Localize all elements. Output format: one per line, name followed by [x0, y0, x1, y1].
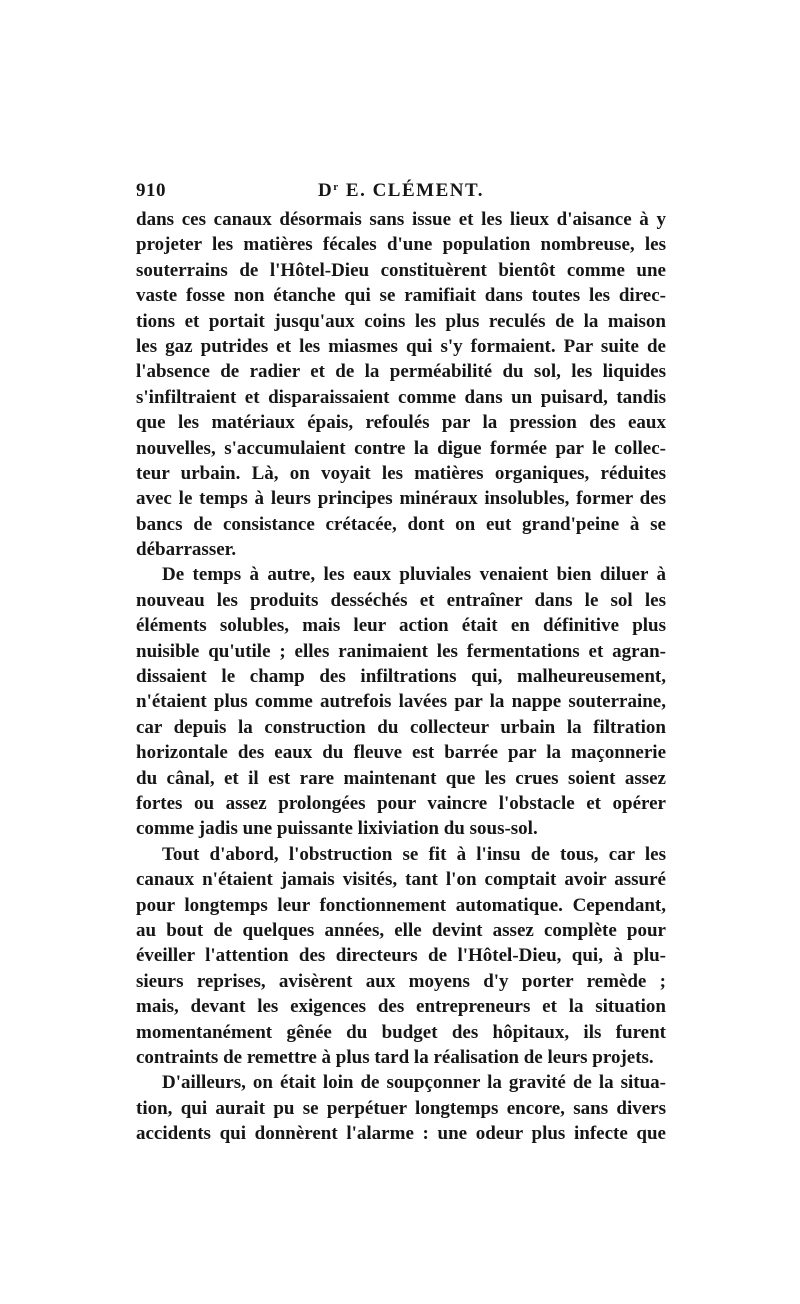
paragraph	[136, 562, 666, 841]
text-line: s'infiltraient et disparaissaient comme dans un puisard, tandis	[136, 386, 666, 408]
text-line: horizontale des eaux du fleuve est barrée par la maçonnerie	[136, 742, 666, 764]
text-line: canaux n'étaient jamais visités, tant l'on comptait avoir assuré	[136, 869, 666, 891]
text-line: n'étaient plus comme autrefois lavées par la nappe souterraine,	[136, 691, 666, 713]
text-line: accidents qui donnèrent l'alarme : une odeur plus infecte que	[136, 1123, 666, 1145]
text-line: nouvelles, s'accumulaient contre la digue formée par le collec-	[136, 437, 666, 459]
text-line: dissaient le champ des infiltrations qui, malheureusement,	[136, 666, 666, 688]
text-line: les gaz putrides et les miasmes qui s'y formaient. Par suite de	[136, 335, 666, 357]
author-prefix-superscript: r	[333, 181, 340, 193]
author-name: E. CLÉMENT.	[339, 180, 484, 201]
text-line: contraints de remettre à plus tard la réalisation de leurs projets.	[136, 1046, 654, 1068]
text-line: sieurs reprises, avisèrent aux moyens d'y porter remède ;	[136, 970, 666, 992]
paragraph	[136, 207, 666, 562]
text-line: mais, devant les exigences des entrepreneurs et la situation	[136, 996, 666, 1018]
text-line: fortes ou assez prolongées pour vaincre l'obstacle et opérer	[136, 792, 666, 814]
running-header	[136, 180, 666, 206]
text-line: tion, qui aurait pu se perpétuer longtemps encore, sans divers	[136, 1097, 666, 1119]
paragraph	[136, 842, 666, 1071]
text-line: souterrains de l'Hôtel-Dieu constituèrent bientôt comme une	[136, 259, 666, 281]
text-line: éveiller l'attention des directeurs de l'Hôtel-Dieu, qui, à plu-	[136, 945, 666, 967]
author-prefix: D	[318, 180, 334, 201]
text-line: dans ces canaux désormais sans issue et les lieux d'aisance à y	[136, 209, 666, 230]
text-line: D'ailleurs, on était loin de soupçonner la gravité de la situa-	[162, 1072, 666, 1094]
text-line: éléments solubles, mais leur action était en définitive plus	[136, 615, 666, 637]
text-line: projeter les matières fécales d'une population nombreuse, les	[136, 234, 666, 256]
text-line: car depuis la construction du collecteur urbain la filtration	[136, 716, 666, 738]
text-line: bancs de consistance crétacée, dont on eut grand'peine à se	[136, 513, 666, 535]
paragraph	[136, 1070, 666, 1146]
text-line: Tout d'abord, l'obstruction se fit à l'insu de tous, car les	[162, 843, 666, 865]
text-line: De temps à autre, les eaux pluviales venaient bien diluer à	[162, 564, 666, 586]
text-line: comme jadis une puissante lixiviation du sous-sol.	[136, 818, 538, 840]
text-line: teur urbain. Là, on voyait les matières organiques, réduites	[136, 462, 666, 484]
text-line: tions et portait jusqu'aux coins les plus reculés de la maison	[136, 310, 666, 332]
running-head-title	[136, 180, 666, 202]
text-line: vaste fosse non étanche qui se ramifiait dans toutes les direc-	[136, 285, 666, 307]
text-line: débarrasser.	[136, 539, 237, 561]
text-line: au bout de quelques années, elle devint assez complète pour	[136, 919, 666, 941]
text-line: du cânal, et il est rare maintenant que les crues soient assez	[136, 767, 666, 789]
text-line: avec le temps à leurs principes minéraux insolubles, former des	[136, 488, 666, 510]
text-line: l'absence de radier et de la perméabilité du sol, les liquides	[136, 361, 666, 383]
text-line: nouveau les produits desséchés et entraîner dans le sol les	[136, 589, 666, 611]
body-text	[136, 207, 666, 1146]
text-line: nuisible qu'utile ; elles ranimaient les fermentations et agran-	[136, 640, 666, 662]
text-line: que les matériaux épais, refoulés par la pression des eaux	[136, 412, 666, 434]
text-line: momentanément gênée du budget des hôpitaux, ils furent	[136, 1021, 666, 1043]
page-number: 910	[136, 180, 166, 201]
text-line: pour longtemps leur fonctionnement automatique. Cependant,	[136, 894, 666, 916]
